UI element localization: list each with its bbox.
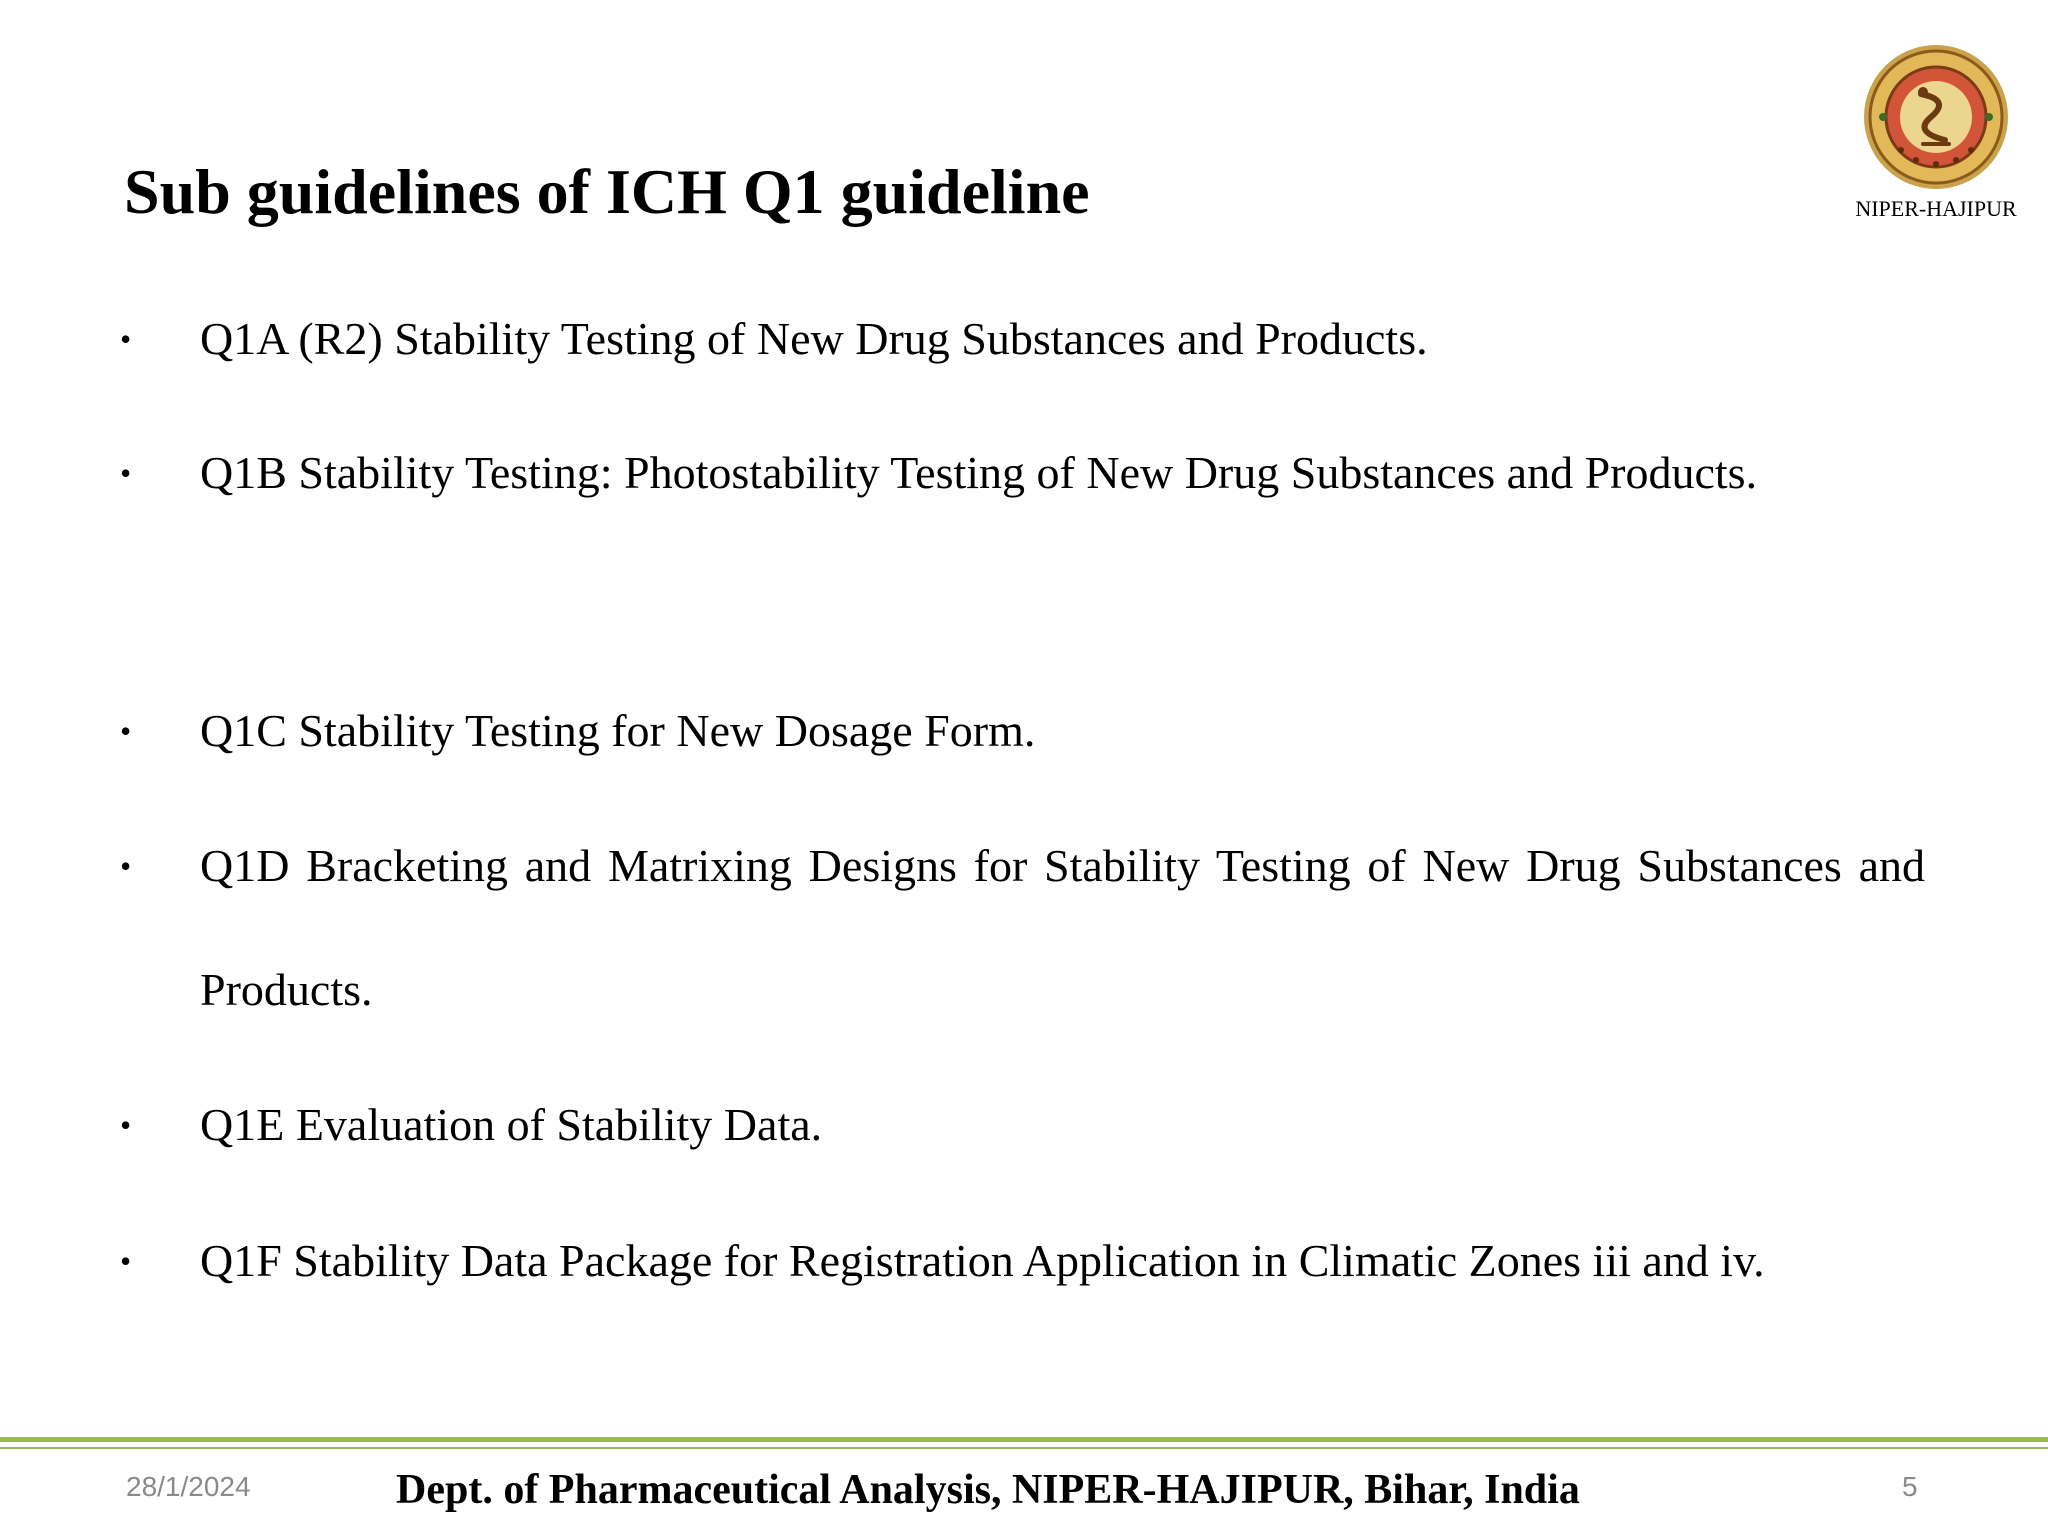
bullet-text: Q1F Stability Data Package for Registration Application in Climatic Zones iii and iv. bbox=[200, 1235, 1765, 1286]
footer-department: Dept. of Pharmaceutical Analysis, NIPER-HAJIPUR, Bihar, India bbox=[396, 1467, 1580, 1513]
slide-title: Sub guidelines of ICH Q1 guideline bbox=[124, 156, 1090, 227]
bullet-marker: • bbox=[120, 848, 132, 884]
logo-caption: NIPER-HAJIPUR bbox=[1855, 196, 2017, 221]
bullet-marker: • bbox=[120, 1107, 132, 1143]
bullet-marker: • bbox=[120, 321, 132, 357]
bullet-marker: • bbox=[120, 455, 132, 491]
footer-date: 28/1/2024 bbox=[126, 1471, 251, 1502]
bullet-text: Q1E Evaluation of Stability Data. bbox=[200, 1099, 823, 1150]
institute-emblem-icon bbox=[1861, 42, 2011, 192]
bullet-marker: • bbox=[120, 713, 132, 749]
bullet-text: Q1A (R2) Stability Testing of New Drug Substances and Products. bbox=[200, 313, 1428, 364]
footer-divider-thin bbox=[0, 1447, 2048, 1449]
bullet-text: Q1D Bracketing and Matrixing Designs for Stability Testing of New Drug Substances and Products. bbox=[200, 840, 1925, 1015]
bullet-text: Q1C Stability Testing for New Dosage Form. bbox=[200, 705, 1036, 756]
bullet-marker: • bbox=[120, 1243, 132, 1279]
institute-logo bbox=[1836, 42, 2036, 222]
footer-divider bbox=[0, 1437, 2048, 1442]
bullet-text: Q1B Stability Testing: Photostability Testing of New Drug Substances and Products. bbox=[200, 447, 1758, 498]
slide-number: 5 bbox=[1902, 1471, 1918, 1502]
